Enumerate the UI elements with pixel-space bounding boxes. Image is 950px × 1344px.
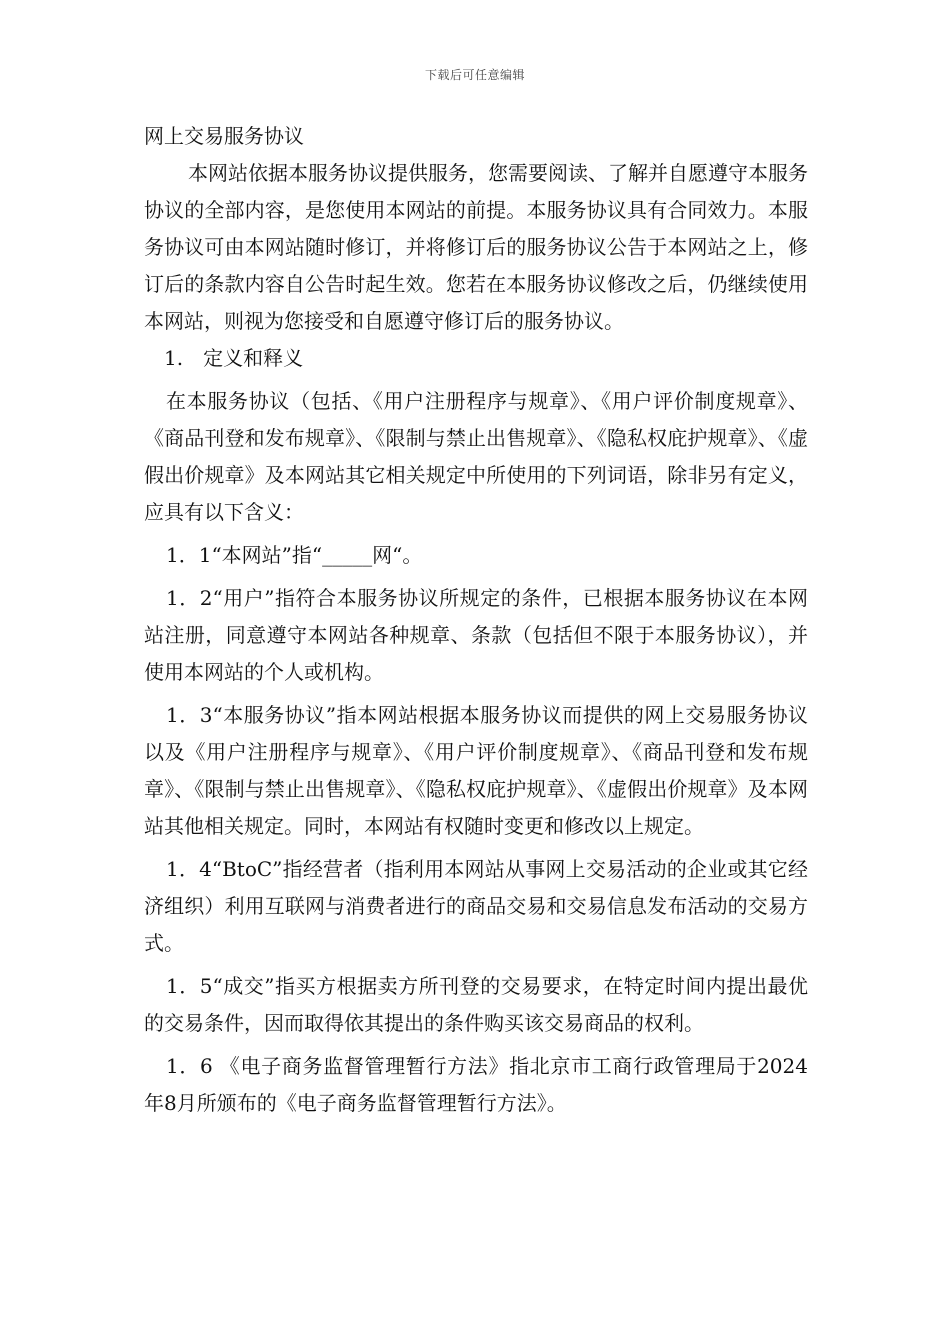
clause-1-1: 1．1“本网站”指“_____网“。 xyxy=(166,543,423,567)
header-note: 下载后可任意编辑 xyxy=(424,68,525,82)
clause-1-5: 1．5“成交”指买方根据卖方所刊登的交易要求，在特定时间内提出最优的交易条件，因而取得依其提出的条件购买该交易商品的权利。 xyxy=(144,974,808,1035)
clause-1-2: 1．2“用户”指符合本服务协议所规定的条件，已根据本服务协议在本网站注册，同意遵守本网站各种规章、条款（包括但不限于本服务协议），并使用本网站的个人或机构。 xyxy=(144,586,808,684)
clause-1-6: 1．6 《电子商务监督管理暂行方法》指北京市工商行政管理局于2024年8月所颁布的《电子商务监督管理暂行方法》。 xyxy=(144,1054,808,1115)
section-intro-paragraph: 在本服务协议（包括、《用户注册程序与规章》、《用户评价制度规章》、《商品刊登和发布规章》、《限制与禁止出售规章》、《隐私权庇护规章》、《虚假出价规章》及本网站其它相关规定中所使用的下列词语，除非另有定义，应具有以下含义： xyxy=(144,389,808,524)
document-body xyxy=(144,118,808,1122)
intro-paragraph: 本网站依据本服务协议提供服务，您需要阅读、了解并自愿遵守本服务协议的全部内容，是您使用本网站的前提。本服务协议具有合同效力。本服务协议可由本网站随时修订，并将修订后的服务协议公告于本网站之上，修订后的条款内容自公告时起生效。您若在本服务协议修改之后，仍继续使用本网站，则视为您接受和自愿遵守修订后的服务协议。 xyxy=(144,161,808,333)
clause-1-4: 1．4“BtoC”指经营者（指利用本网站从事网上交易活动的企业或其它经济组织）利用互联网与消费者进行的商品交易和交易信息发布活动的交易方式。 xyxy=(144,857,808,955)
section-heading: 1. 定义和释义 xyxy=(164,346,304,370)
document-title: 网上交易服务协议 xyxy=(144,124,304,148)
clause-1-3: 1．3“本服务协议”指本网站根据本服务协议而提供的网上交易服务协议以及《用户注册程序与规章》、《用户评价制度规章》、《商品刊登和发布规章》、《限制与禁止出售规章》、《隐私权庇护规章》、《虚假出价规章》及本网站其他相关规定。同时，本网站有权随时变更和修改以上规定。 xyxy=(144,703,808,838)
